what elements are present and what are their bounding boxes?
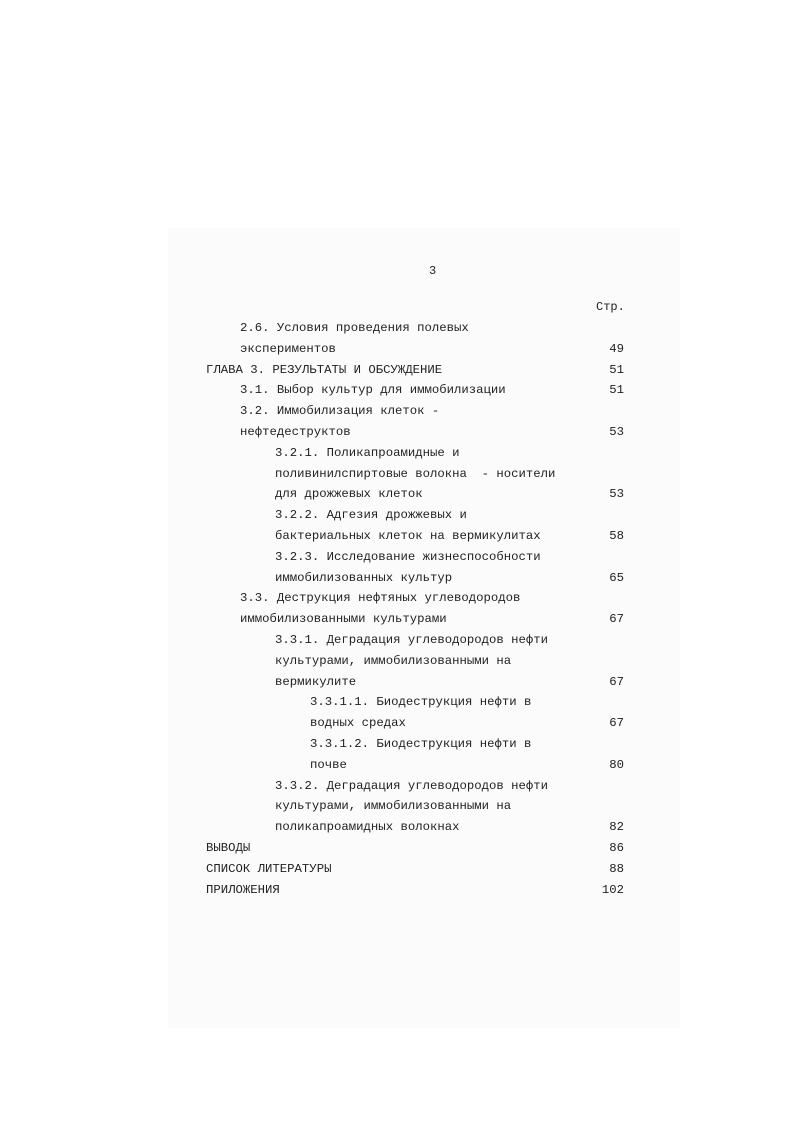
toc-entry-text: 3.1. Выбор культур для иммобилизации (240, 383, 506, 398)
toc-entry-text: вермикулите (275, 674, 357, 689)
toc-row (0, 672, 795, 693)
toc-entry-text: 3.2.1. Поликапроамидные и (275, 445, 460, 460)
toc-row (0, 609, 795, 630)
toc-entry-text: 3.2.2. Адгезия дрожжевых и (275, 508, 467, 523)
toc-entry-page: 82 (609, 820, 624, 835)
toc-row (0, 734, 795, 755)
toc-entry-text: поливинилспиртовые волокна - носители (275, 466, 556, 481)
toc-entry-text: иммобилизованными культурами (240, 612, 447, 627)
toc-entry-text: для дрожжевых клеток (275, 487, 423, 502)
toc-entry-text: экспериментов (240, 341, 336, 356)
toc-row (0, 692, 795, 713)
toc-entry-page: 67 (609, 716, 624, 731)
toc-row (0, 651, 795, 672)
toc-entry-text: СПИСОК ЛИТЕРАТУРЫ (206, 861, 332, 876)
toc-entry-text: поликапроамидных волокнах (275, 820, 460, 835)
toc-entry-text: 2.6. Условия проведения полевых (240, 321, 469, 335)
toc-row (0, 880, 795, 901)
toc-entry-page: 88 (609, 861, 624, 876)
toc-row (0, 401, 795, 422)
toc-entry-text: культурами, иммобилизованными на (275, 799, 512, 814)
toc-entry-page: 53 (609, 424, 624, 439)
toc-entry-text: бактериальных клеток на вермикулитах (275, 528, 541, 543)
toc-entry-text: иммобилизованных культур (275, 570, 453, 585)
toc-entry-page: 51 (609, 362, 624, 377)
toc-row (0, 526, 795, 547)
toc-row (0, 796, 795, 817)
toc-entry-text: 3.2.3. Исследование жизнеспособности (275, 549, 541, 564)
toc-row (0, 505, 795, 526)
toc-entry-page: 67 (609, 612, 624, 627)
toc-entry-text: 3.3.1.2. Биодеструкция нефти в (310, 736, 532, 751)
toc-row (0, 547, 795, 568)
toc-entry-page: 80 (609, 757, 624, 772)
toc-row (0, 817, 795, 838)
toc-entry-page: 65 (609, 570, 624, 585)
toc-row (0, 443, 795, 464)
toc-row (0, 588, 795, 609)
toc-entry-text: культурами, иммобилизованными на (275, 653, 512, 668)
toc-entry-text: ВЫВОДЫ (206, 840, 251, 855)
toc-entry-page: 58 (609, 528, 624, 543)
toc-entry-page: 51 (609, 383, 624, 398)
toc-row (0, 464, 795, 485)
toc-row (0, 755, 795, 776)
toc-row (0, 568, 795, 589)
toc-row (0, 484, 795, 505)
toc-row (0, 859, 795, 880)
toc-entry-text: ГЛАВА 3. РЕЗУЛЬТАТЫ И ОБСУЖДЕНИЕ (206, 362, 443, 377)
pages-column-header: Стр. (596, 300, 625, 314)
toc-entry-text: 3.3.2. Деградация углеводородов нефти (275, 778, 549, 793)
toc-entry-text: ПРИЛОЖЕНИЯ (206, 882, 280, 897)
toc-entry-page: 53 (609, 487, 624, 502)
toc-entry-page: 102 (601, 882, 624, 897)
toc-row (0, 339, 795, 360)
toc-entry-text: 3.3. Деструкция нефтяных углеводородов (240, 591, 521, 606)
toc-entry-page: 49 (609, 341, 624, 356)
page-number: 3 (429, 264, 437, 278)
toc-row (0, 838, 795, 859)
toc-entry-text: почве (310, 757, 347, 772)
toc-entry-text: 3.3.1.1. Биодеструкция нефти в (310, 695, 532, 710)
toc-entry-page: 86 (609, 840, 624, 855)
toc-row (0, 422, 795, 443)
toc-row (0, 318, 795, 339)
toc-row (0, 776, 795, 797)
toc-row (0, 360, 795, 381)
toc-entry-text: 3.3.1. Деградация углеводородов нефти (275, 632, 549, 647)
toc-entry-text: 3.2. Иммобилизация клеток - (240, 404, 440, 419)
toc-row (0, 630, 795, 651)
toc-row (0, 380, 795, 401)
toc-row (0, 713, 795, 734)
toc-entry-text: нефтедеструктов (240, 424, 351, 439)
toc-entry-page: 67 (609, 674, 624, 689)
table-of-contents (0, 318, 795, 900)
toc-entry-text: водных средах (310, 716, 406, 731)
